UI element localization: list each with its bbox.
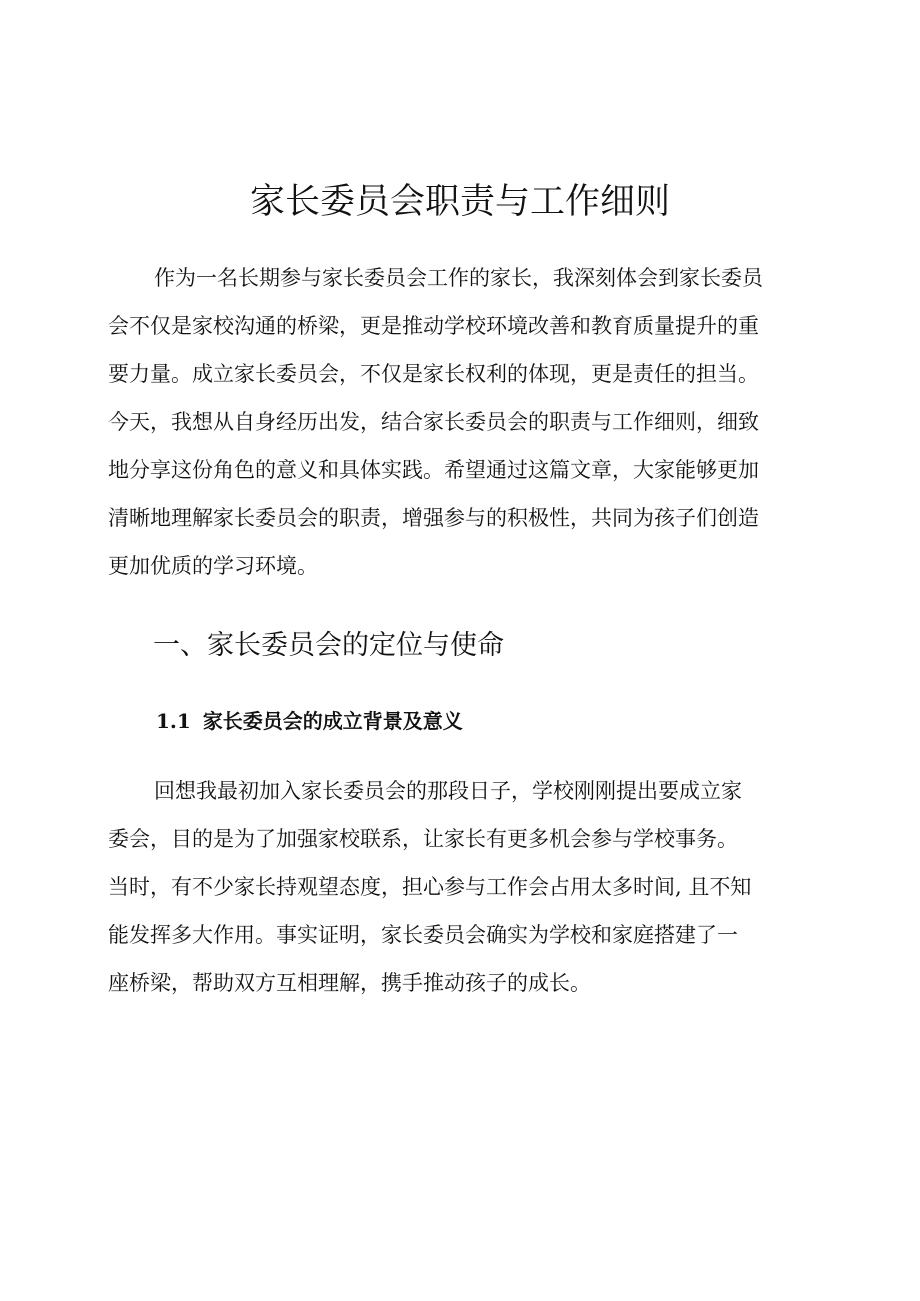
body-line: 能发挥多大作用。事实证明，家长委员会确实为学校和家庭搭建了一 [108,923,738,947]
intro-line: 要力量。成立家长委员会，不仅是家长权利的体现，更是责任的担当。 [108,362,759,386]
intro-line: 今天，我想从自身经历出发，结合家长委员会的职责与工作细则，细致 [108,410,759,434]
body-line: 当时，有不少家长持观望态度，担心参与工作会占用太多时间, 且不知 [108,875,752,899]
document-title: 家长委员会职责与工作细则 [249,182,670,222]
intro-line: 更加优质的学习环境。 [108,554,318,578]
subsection-title: 家长委员会的成立背景及意义 [202,709,463,733]
intro-line: 会不仅是家校沟通的桥梁，更是推动学校环境改善和教育质量提升的重 [108,314,759,338]
subsection-heading [156,703,463,739]
subsection-number: 1.1 [156,709,191,733]
intro-paragraph [108,254,824,590]
section-heading: 一、家长委员会的定位与使命 [153,630,504,661]
body-line: 座桥梁，帮助双方互相理解，携手推动孩子的成长。 [108,971,591,995]
body-line: 回想我最初加入家长委员会的那段日子，学校刚刚提出要成立家 [154,779,742,803]
intro-line: 地分享这份角色的意义和具体实践。希望通过这篇文章，大家能够更加 [108,458,759,482]
body-line: 委会，目的是为了加强家校联系，让家长有更多机会参与学校事务。 [108,827,738,851]
intro-line: 清晰地理解家长委员会的职责，增强参与的积极性，共同为孩子们创造 [108,506,759,530]
section-body-paragraph [108,767,824,1007]
intro-line: 作为一名长期参与家长委员会工作的家长，我深刻体会到家长委员 [154,266,763,290]
